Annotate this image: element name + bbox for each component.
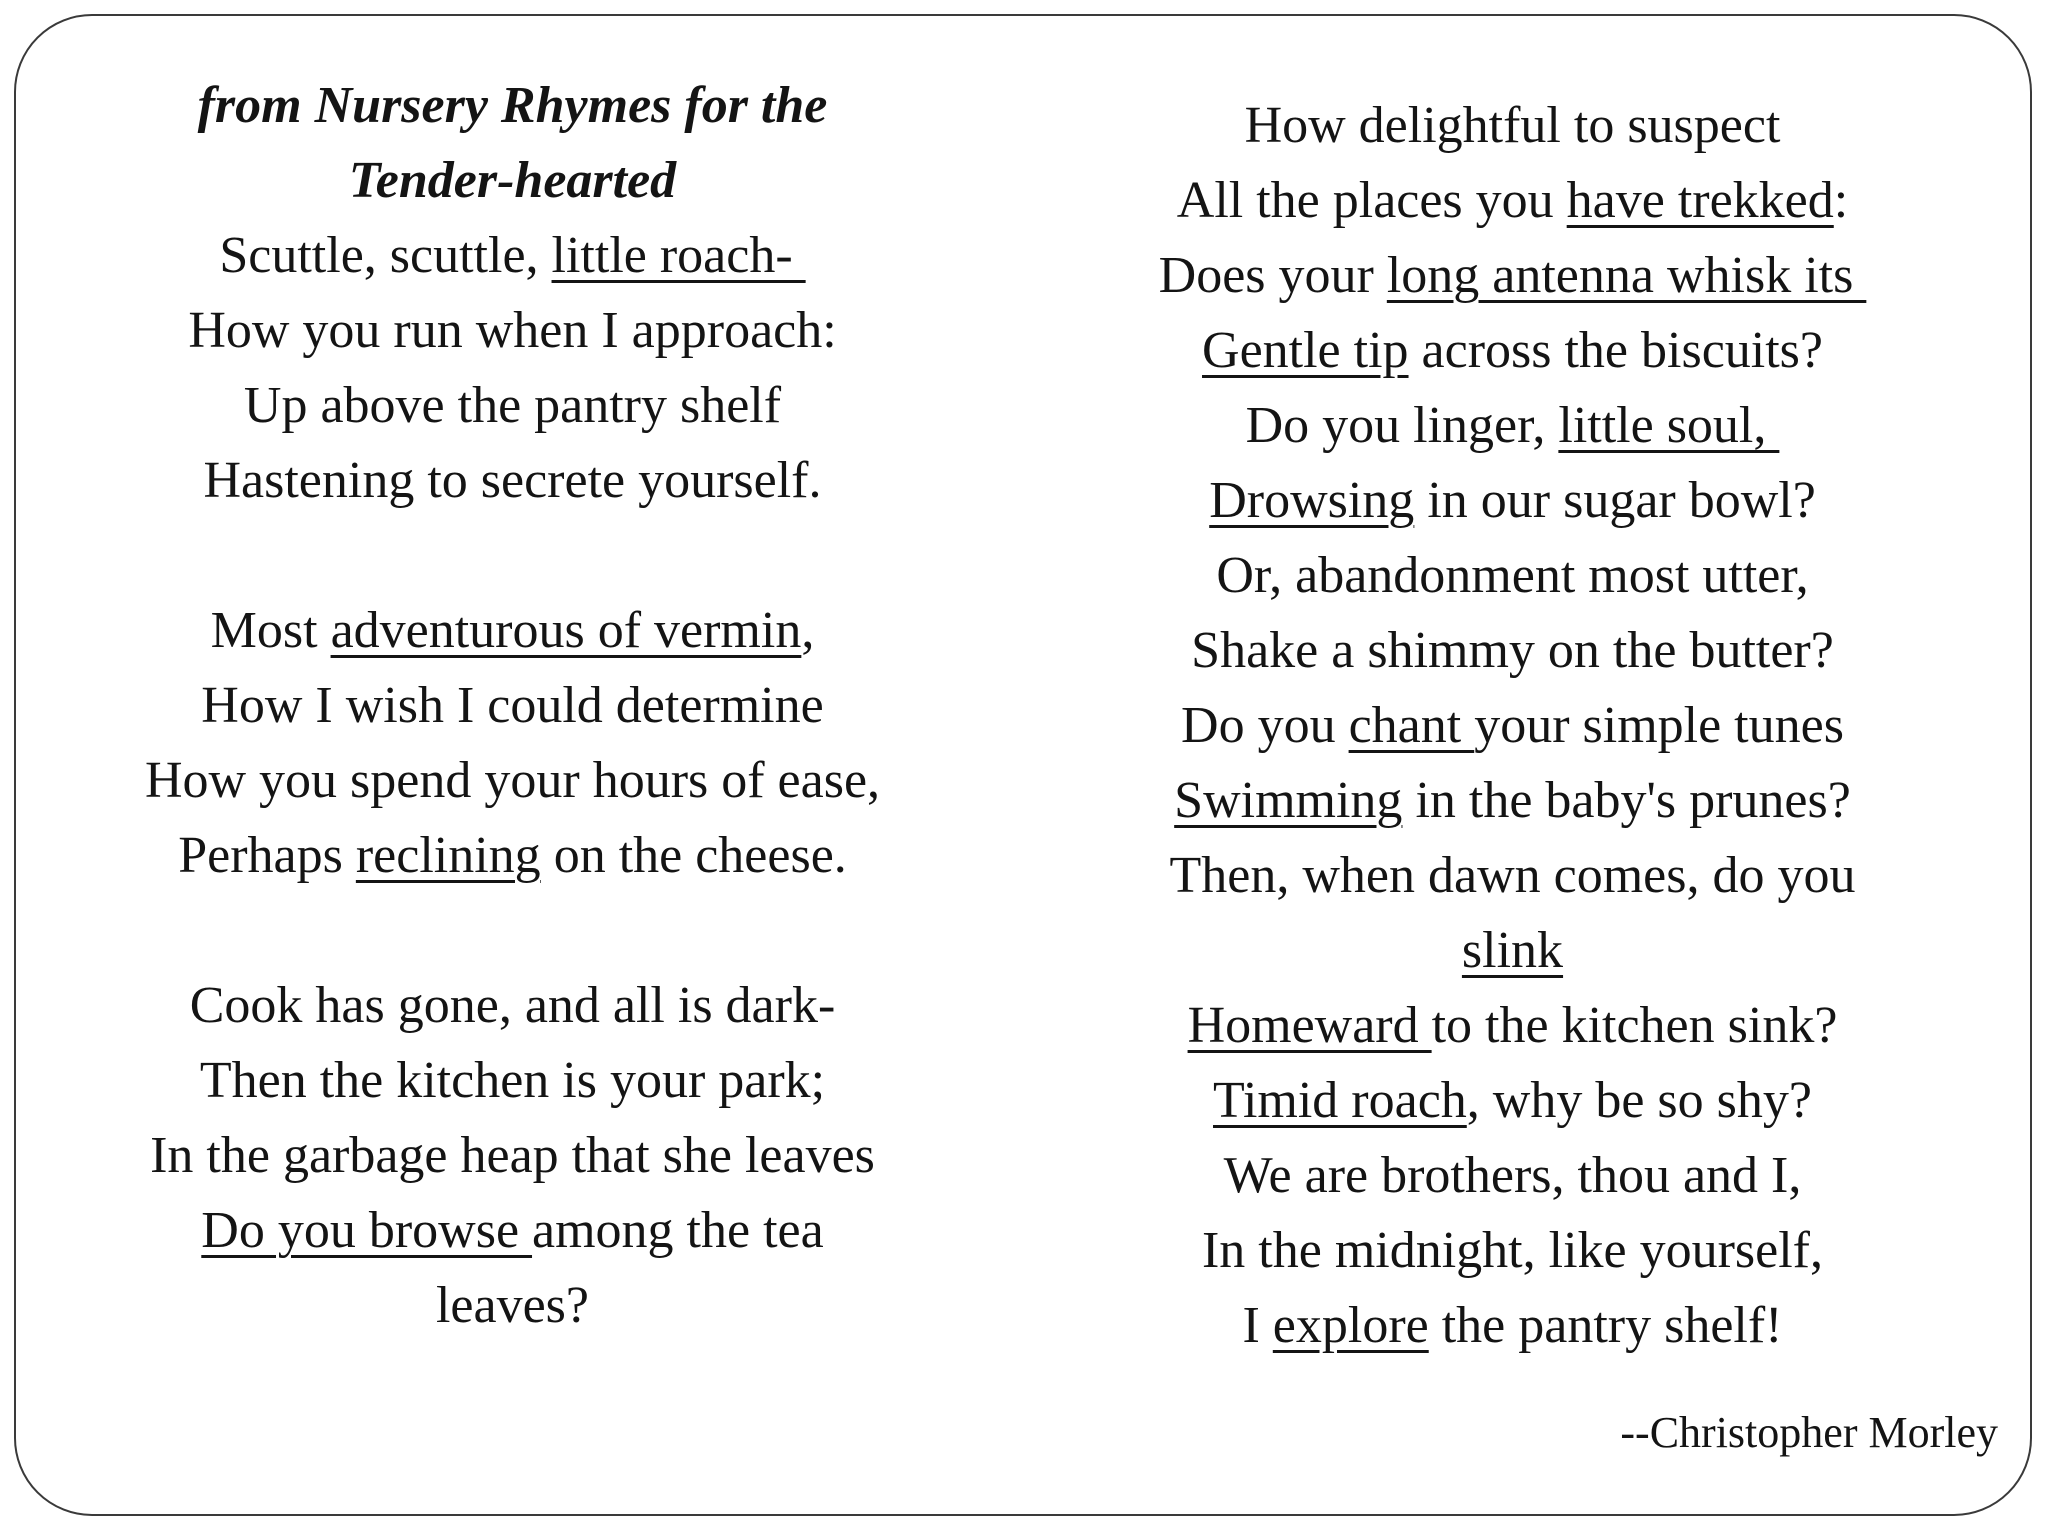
underlined-phrase: little roach-	[551, 227, 806, 284]
underlined-phrase: Homeward	[1187, 997, 1432, 1054]
underlined-phrase: adventurous of vermin	[330, 602, 802, 659]
poem-line	[1110, 913, 1915, 988]
poem-line: How I wish I could determine	[201, 677, 824, 734]
underlined-phrase: long antenna whisk its	[1386, 247, 1867, 304]
underlined-phrase: slink	[1461, 922, 1564, 979]
poem-line: Shake a shimmy on the butter?	[1191, 622, 1834, 679]
poem-line: Drowsing in our sugar bowl?	[1209, 472, 1816, 529]
poem-line: How you spend your hours of ease,	[144, 752, 881, 809]
poem-line: Most adventurous of vermin,	[210, 602, 815, 659]
poem-line: In the midnight, like yourself,	[1201, 1222, 1823, 1279]
underlined-phrase: Gentle tip	[1202, 322, 1409, 379]
poem-line: In the garbage heap that she leaves	[150, 1127, 875, 1184]
poem-line: Up above the pantry shelf	[243, 377, 782, 434]
underlined-phrase: chant	[1348, 697, 1475, 754]
poem-line: We are brothers, thou and I,	[1223, 1147, 1802, 1204]
poem-line: leaves?	[435, 1277, 589, 1334]
poem-author: --Christopher Morley	[1620, 1408, 1998, 1457]
poem-title-line-2: Tender-hearted	[348, 152, 677, 209]
poem-left-column	[90, 68, 935, 1343]
stanza-break	[90, 518, 935, 593]
poem-line: Homeward to the kitchen sink?	[1187, 997, 1838, 1054]
underlined-phrase: little soul,	[1558, 397, 1780, 454]
underlined-phrase: have trekked	[1566, 172, 1834, 229]
poem-line: All the places you have trekked:	[1176, 172, 1849, 229]
poem-right-column	[1110, 88, 1915, 1363]
poem-line: How you run when I approach:	[188, 302, 837, 359]
underlined-phrase: Drowsing	[1209, 472, 1415, 529]
poem-line: Swimming in the baby's prunes?	[1174, 772, 1851, 829]
poem-line: Does your long antenna whisk its	[1158, 247, 1867, 304]
underlined-phrase: Swimming	[1174, 772, 1403, 829]
poem-line: Do you chant your simple tunes	[1181, 697, 1844, 754]
poem-line: Do you linger, little soul,	[1245, 397, 1780, 454]
poem-title-line-1: from Nursery Rhymes for the	[197, 77, 828, 134]
poem-line: Hastening to secrete yourself.	[203, 452, 822, 509]
underlined-phrase: explore	[1272, 1297, 1429, 1354]
poem-line: Or, abandonment most utter,	[1216, 547, 1809, 604]
poem-line: How delightful to suspect	[1244, 97, 1781, 154]
stanza-break	[90, 893, 935, 968]
poem-line: I explore the pantry shelf!	[1242, 1297, 1783, 1354]
poem-line: Then the kitchen is your park;	[199, 1052, 826, 1109]
underlined-phrase: Do you browse	[201, 1202, 533, 1259]
poem-line: Timid roach, why be so shy?	[1213, 1072, 1812, 1129]
poem-line: Cook has gone, and all is dark-	[189, 977, 836, 1034]
poem-line: Scuttle, scuttle, little roach-	[219, 227, 806, 284]
poem-line: Do you browse among the tea	[201, 1202, 824, 1259]
poem-line: Gentle tip across the biscuits?	[1202, 322, 1823, 379]
poem-line: Perhaps reclining on the cheese.	[178, 827, 847, 884]
underlined-phrase: reclining	[355, 827, 541, 884]
underlined-phrase: Timid roach	[1213, 1072, 1467, 1129]
poem-line: Then, when dawn comes, do you	[1169, 847, 1856, 904]
